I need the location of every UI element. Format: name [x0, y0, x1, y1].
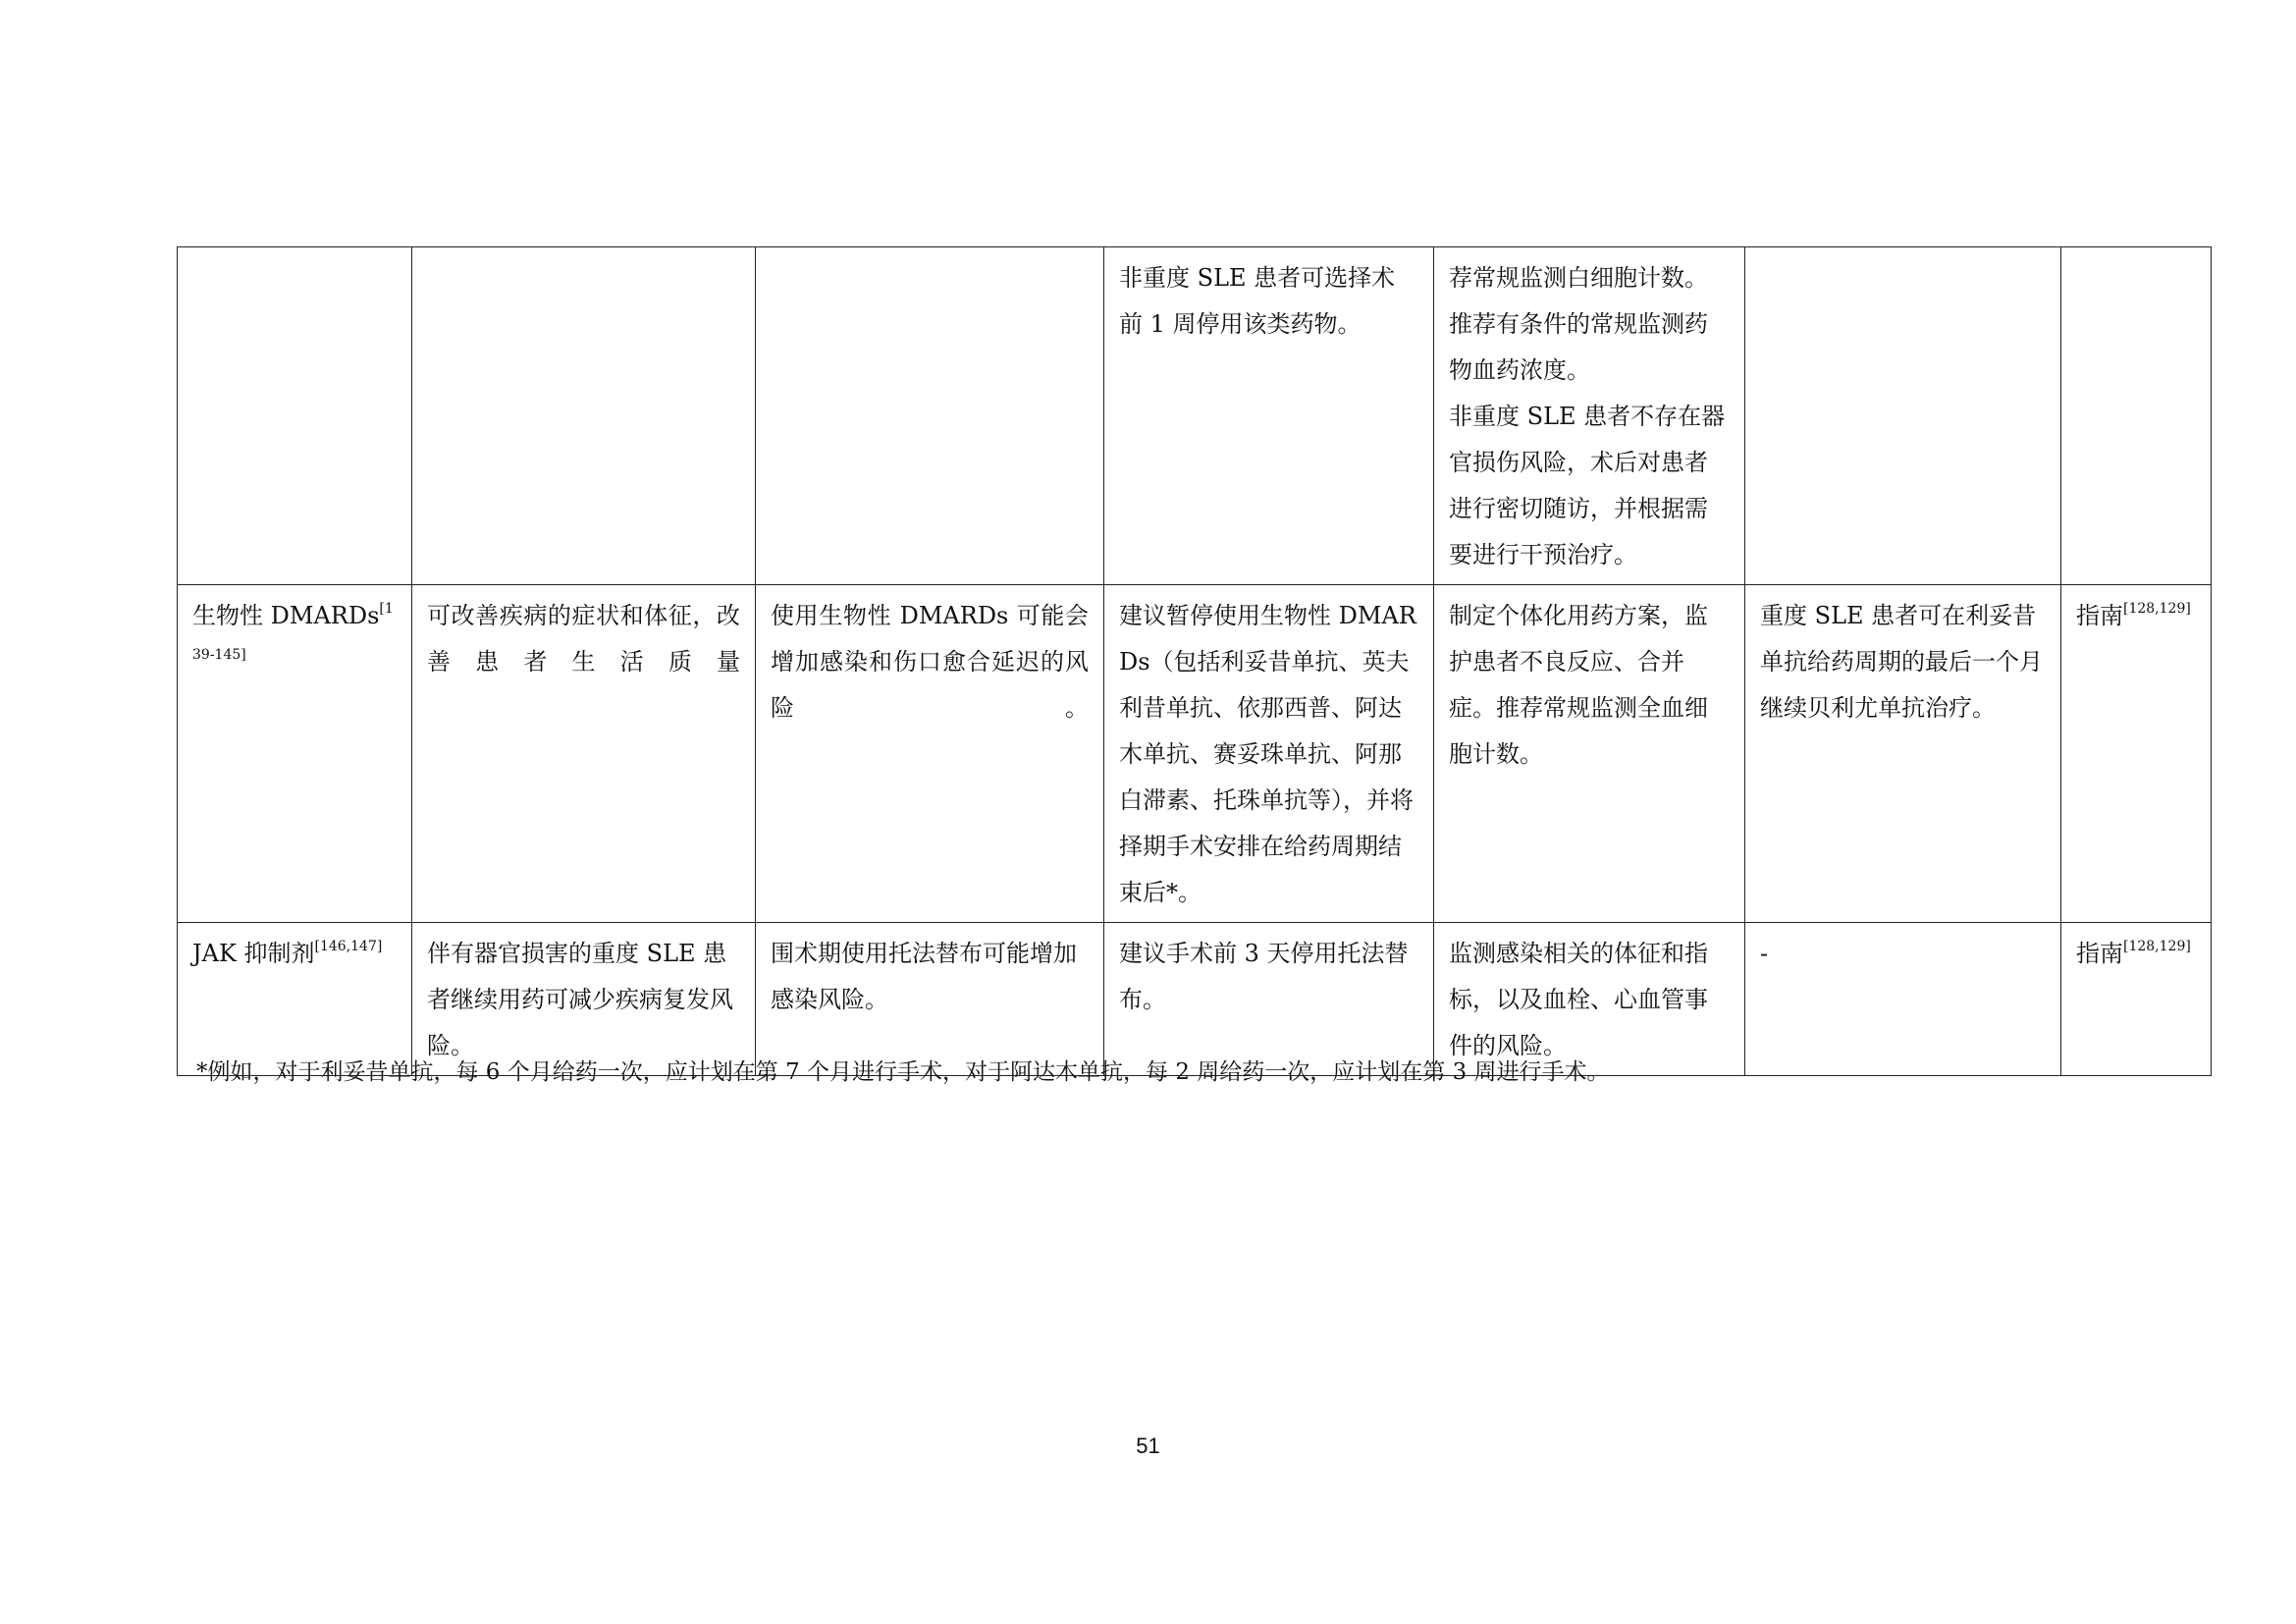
drug-cell: JAK 抑制剂[146,147]	[178, 923, 412, 1076]
monitoring-text: 荐常规监测白细胞计数。	[1449, 264, 1708, 292]
monitoring-cell	[1434, 247, 1745, 585]
monitoring-text: 非重度 SLE 患者不存在器官损伤风险，术后对患者进行密切随访，并根据需要进行干预治疗。	[1449, 403, 1726, 568]
recommendation-cell	[1104, 247, 1434, 585]
recommendation-text: 建议暂停使用生物性 DMARDs（包括利妥昔单抗、英夫利昔单抗、依那西普、阿达木单抗、赛妥珠单抗、阿那白滞素、托珠单抗等），并将择期手术安排在给药周期结束后*。	[1119, 602, 1416, 906]
benefit-cell: 伴有器官损害的重度 SLE 患者继续用药可减少疾病复发风险。	[412, 923, 756, 1076]
recommendation-cell	[1104, 923, 1434, 1076]
monitoring-cell	[1434, 585, 1745, 923]
risk-cell: 围术期使用托法替布可能增加感染风险。	[756, 923, 1104, 1076]
table-row	[178, 247, 2212, 585]
drug-cell: 生物性 DMARDs[139-145]	[178, 585, 412, 923]
recommendation-text: 建议手术前 3 天停用托法替布。	[1119, 940, 1409, 1013]
special-cell	[1745, 247, 2061, 585]
monitoring-text: 监测感染相关的体征和指标，以及血栓、心血管事件的风险。	[1449, 940, 1708, 1059]
table-row	[178, 585, 2212, 923]
recommendation-text: 非重度 SLE 患者可选择术前 1 周停用该类药物。	[1119, 264, 1396, 338]
benefit-cell	[412, 247, 756, 585]
special-cell: -	[1745, 923, 2061, 1076]
risk-cell	[756, 247, 1104, 585]
recommendation-cell	[1104, 585, 1434, 923]
evidence-cell: 指南[128,129]	[2061, 585, 2212, 923]
drug-cell	[178, 247, 412, 585]
benefit-cell: 可改善疾病的症状和体征，改善患者生活质量	[412, 585, 756, 923]
monitoring-cell	[1434, 923, 1745, 1076]
drug-table	[177, 246, 2212, 1076]
evidence-cell	[2061, 247, 2212, 585]
monitoring-text: 推荐有条件的常规监测药物血药浓度。	[1449, 310, 1708, 384]
table-footnote: *例如，对于利妥昔单抗，每 6 个月给药一次，应计划在第 7 个月进行手术，对于阿达木单抗，每 2 周给药一次，应计划在第 3 周进行手术。	[196, 1059, 1610, 1085]
special-cell: 重度 SLE 患者可在利妥昔单抗给药周期的最后一个月继续贝利尤单抗治疗。	[1745, 585, 2061, 923]
page-number: 51	[1136, 1434, 1160, 1458]
risk-cell: 使用生物性 DMARDs 可能会增加感染和伤口愈合延迟的风险。	[756, 585, 1104, 923]
monitoring-text: 制定个体化用药方案，监护患者不良反应、合并症。推荐常规监测全血细胞计数。	[1449, 602, 1708, 768]
evidence-cell: 指南[128,129]	[2061, 923, 2212, 1076]
table-row	[178, 923, 2212, 1076]
